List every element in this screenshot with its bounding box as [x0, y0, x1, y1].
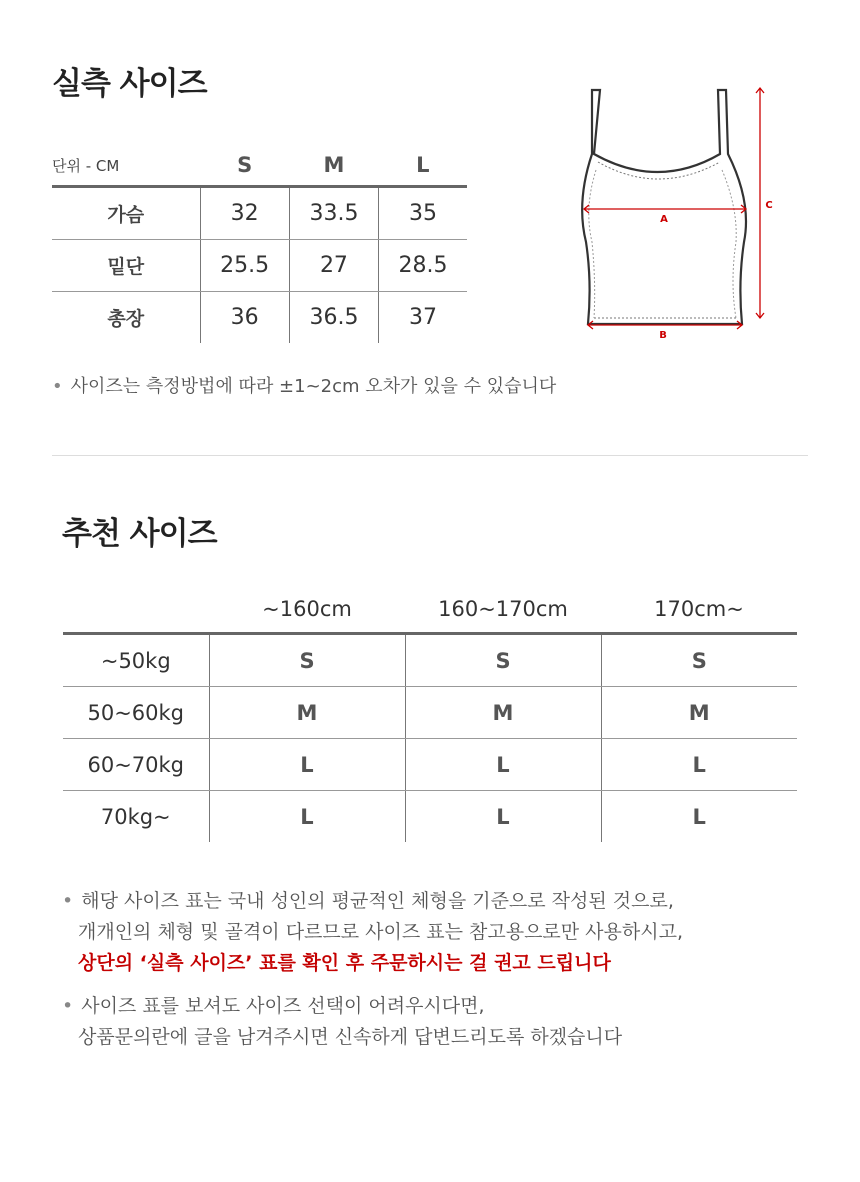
height-header: ~160cm	[262, 597, 352, 621]
bullet: •	[62, 995, 74, 1017]
table-cell: 37	[379, 292, 467, 344]
size-header-m: M	[323, 153, 345, 177]
measured-size-header-row	[52, 145, 467, 187]
size-cell: S	[601, 634, 797, 687]
size-cell: L	[209, 739, 405, 791]
arrow-c	[756, 88, 764, 318]
bullet: •	[52, 376, 63, 397]
label-a: A	[660, 214, 668, 225]
weight-label: 50~60kg	[63, 687, 209, 739]
table-cell: 32	[200, 187, 289, 240]
height-header: 170cm~	[654, 597, 744, 621]
weight-label: ~50kg	[63, 634, 209, 687]
size-cell: S	[209, 634, 405, 687]
table-cell: 36.5	[289, 292, 378, 344]
camisole-diagram	[570, 82, 790, 350]
size-cell: L	[405, 739, 601, 791]
size-cell: M	[209, 687, 405, 739]
table-row	[52, 240, 467, 292]
garment-outline	[582, 90, 746, 324]
note-line	[62, 886, 683, 917]
size-cell: L	[601, 739, 797, 791]
measured-size-table	[52, 145, 467, 343]
measured-size-title: 실측 사이즈	[52, 66, 207, 102]
size-cell: S	[405, 634, 601, 687]
height-header: 160~170cm	[438, 597, 568, 621]
size-cell: L	[405, 791, 601, 843]
size-header-s: S	[237, 153, 253, 177]
weight-label: 60~70kg	[63, 739, 209, 791]
row-label-hem: 밑단	[52, 240, 200, 292]
table-row	[52, 292, 467, 344]
section-divider	[52, 455, 808, 456]
label-b: B	[659, 330, 667, 341]
size-cell: L	[209, 791, 405, 843]
table-cell: 25.5	[200, 240, 289, 292]
empty-header-cell	[63, 586, 209, 634]
note-text: 사이즈 표를 보셔도 사이즈 선택이 어려우시다면,	[81, 995, 485, 1017]
measurement-note-text: 사이즈는 측정방법에 따라 ±1~2cm 오차가 있을 수 있습니다	[70, 376, 557, 397]
bullet: •	[62, 890, 74, 912]
size-guide-notes	[62, 886, 683, 1053]
recommended-size-title: 추천 사이즈	[62, 516, 217, 552]
measurement-note	[52, 372, 556, 398]
table-row	[63, 791, 797, 843]
note-line: 개개인의 체형 및 골격이 다르므로 사이즈 표는 참고용으로만 사용하시고,	[78, 921, 683, 943]
table-row	[63, 687, 797, 739]
row-label-length: 총장	[107, 308, 145, 330]
table-row	[52, 187, 467, 240]
table-row	[63, 634, 797, 687]
row-label-chest: 가슴	[52, 187, 200, 240]
table-cell: 27	[289, 240, 378, 292]
table-row	[63, 739, 797, 791]
table-cell: 28.5	[379, 240, 467, 292]
size-cell: L	[601, 791, 797, 843]
note-line	[62, 991, 683, 1022]
note-line-warning: 상단의 ‘실측 사이즈’ 표를 확인 후 주문하시는 걸 권고 드립니다	[78, 952, 611, 974]
size-cell: M	[601, 687, 797, 739]
size-cell: M	[405, 687, 601, 739]
note-line: 상품문의란에 글을 남겨주시면 신속하게 답변드리도록 하겠습니다	[78, 1026, 623, 1048]
weight-label: 70kg~	[100, 804, 171, 829]
table-cell: 33.5	[289, 187, 378, 240]
note-text: 해당 사이즈 표는 국내 성인의 평균적인 체형을 기준으로 작성된 것으로,	[81, 890, 674, 912]
size-header-l: L	[416, 153, 430, 177]
table-cell: 36	[200, 292, 289, 344]
unit-label: 단위 - CM	[52, 156, 120, 175]
recommended-size-table	[63, 586, 797, 842]
recommended-header-row	[63, 586, 797, 634]
label-c: C	[765, 200, 773, 211]
table-cell: 35	[379, 187, 467, 240]
